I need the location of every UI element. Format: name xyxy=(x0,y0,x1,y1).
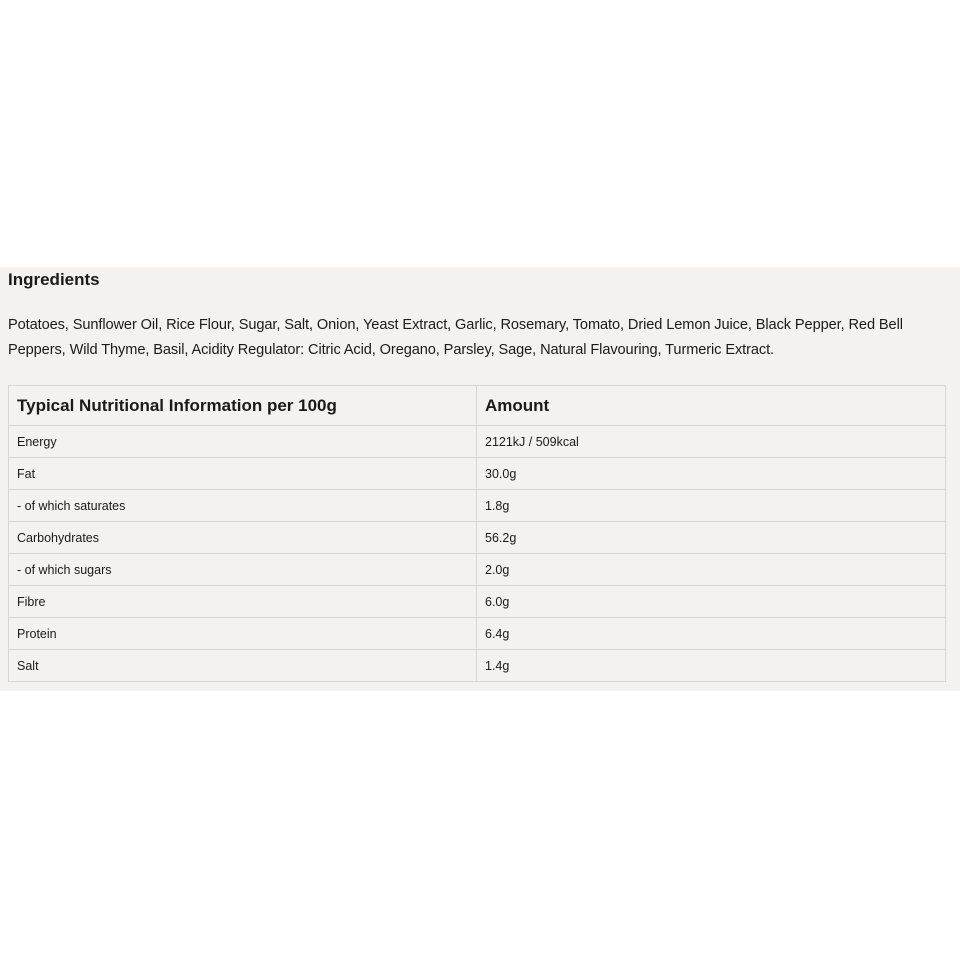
table-row xyxy=(9,650,946,682)
nutrient-label: Fat xyxy=(9,458,477,490)
nutrient-label: Energy xyxy=(9,426,477,458)
table-row xyxy=(9,586,946,618)
table-row xyxy=(9,426,946,458)
nutrient-label: Carbohydrates xyxy=(9,522,477,554)
nutrient-label: - of which saturates xyxy=(9,490,477,522)
nutrient-label: - of which sugars xyxy=(9,554,477,586)
nutrition-header-row xyxy=(9,386,946,426)
nutrient-value: 6.0g xyxy=(477,586,946,618)
nutrient-value: 2.0g xyxy=(477,554,946,586)
ingredients-text: Potatoes, Sunflower Oil, Rice Flour, Sugar, Salt, Onion, Yeast Extract, Garlic, Rosemary, Tomato, Dried Lemon Juice, Black Pepper, Red Bell Peppers, Wild Thyme, Basil, Acidity Regulator: Citric Acid, Oregano, Parsley, Sage, Natural Flavouring, Turmeric Extract. xyxy=(8,317,903,358)
table-row xyxy=(9,490,946,522)
table-row xyxy=(9,522,946,554)
nutrition-header-label: Typical Nutritional Information per 100g xyxy=(9,386,477,426)
nutrient-value: 30.0g xyxy=(477,458,946,490)
table-row xyxy=(9,458,946,490)
nutrient-value: 1.4g xyxy=(477,650,946,682)
nutrient-label: Protein xyxy=(9,618,477,650)
nutrient-label: Fibre xyxy=(9,586,477,618)
nutrient-value: 2121kJ / 509kcal xyxy=(477,426,946,458)
nutrient-value: 1.8g xyxy=(477,490,946,522)
nutrition-header-amount: Amount xyxy=(477,386,946,426)
ingredients-heading: Ingredients xyxy=(8,270,100,289)
nutrient-value: 6.4g xyxy=(477,618,946,650)
nutrient-label: Salt xyxy=(9,650,477,682)
table-row xyxy=(9,554,946,586)
nutrient-value: 56.2g xyxy=(477,522,946,554)
nutrition-table xyxy=(8,385,946,682)
table-row xyxy=(9,618,946,650)
